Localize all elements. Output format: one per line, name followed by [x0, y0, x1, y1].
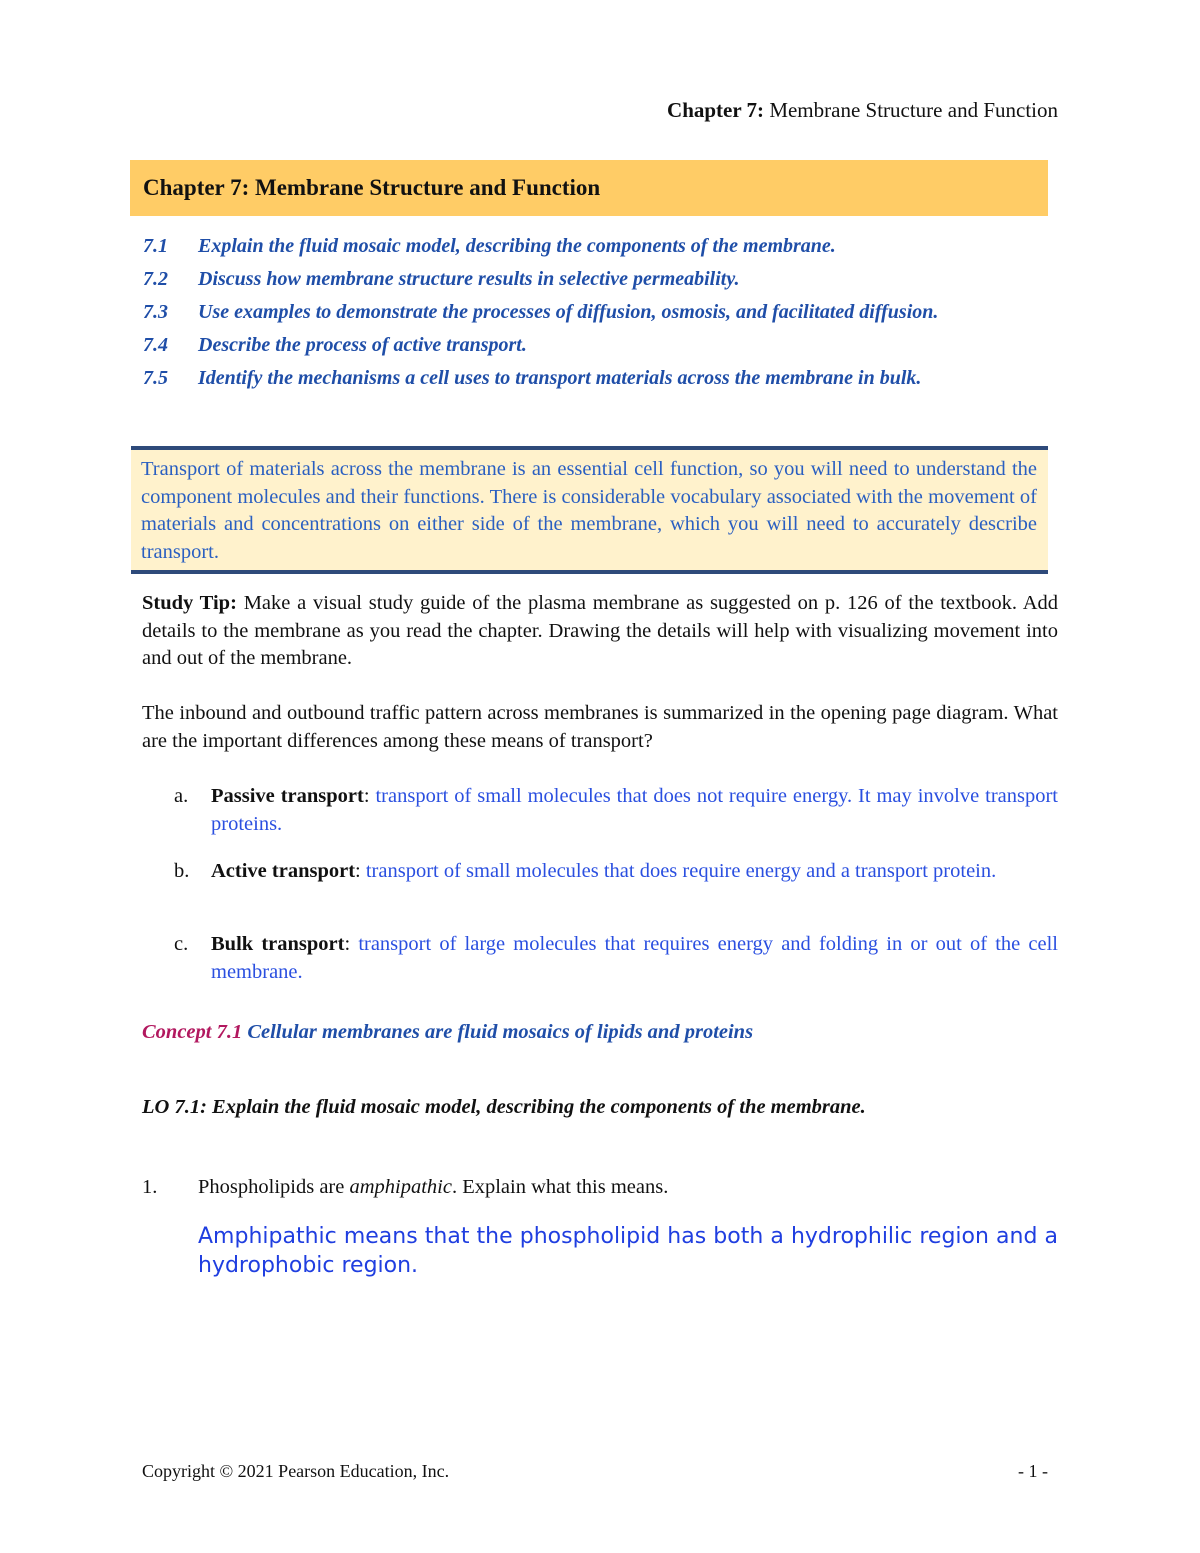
objective-text: Discuss how membrane structure results in selective permeability.: [198, 268, 740, 290]
objective-number: 7.4: [143, 334, 168, 356]
list-marker: a.: [174, 785, 189, 807]
objective-number: 7.2: [143, 268, 168, 290]
chapter-title-bar: [130, 160, 1048, 216]
traffic-paragraph: The inbound and outbound traffic pattern across membranes is summarized in the opening page diagram. What are the important differences among these means of transport?: [142, 702, 1058, 752]
learning-objectives: [143, 232, 1059, 397]
list-body: Active transport: transport of small molecules that does require energy and a transport protein.: [211, 860, 997, 882]
list-body: Passive transport: transport of small molecules that does not require energy. It may involve transport proteins.: [211, 785, 1058, 835]
transport-term: Passive transport: [211, 785, 364, 807]
transport-list-item: [174, 783, 1058, 838]
footer-copyright: Copyright © 2021 Pearson Education, Inc.: [142, 1461, 450, 1481]
question-text: [198, 1176, 668, 1199]
transport-term: Bulk transport: [211, 933, 345, 955]
concept-number: Concept 7.1: [142, 1021, 243, 1043]
transport-answer: transport of small molecules that does require energy and a transport protein.: [365, 860, 997, 882]
objective-text: Use examples to demonstrate the processes of diffusion, osmosis, and facilitated diffusion.: [198, 301, 939, 323]
intro-callout-text: Transport of materials across the membrane is an essential cell function, so you will need to understand the component molecules and their functions. There is considerable vocabulary associated with the movement of materials and concentrations on either side of the membrane, which you will need to accurately describe transport.: [141, 458, 1037, 563]
chapter-title: Chapter 7: Membrane Structure and Function: [143, 175, 601, 200]
objective-text: Describe the process of active transport.: [198, 334, 527, 356]
list-marker: c.: [174, 933, 189, 955]
running-header-title: Membrane Structure and Function: [764, 98, 1058, 122]
question-text-pre: Phospholipids are: [198, 1176, 350, 1198]
intro-callout-box: [131, 446, 1048, 574]
list-body: Bulk transport: transport of large molecules that requires energy and folding in or out of the cell membrane.: [211, 933, 1058, 983]
objective-number: 7.1: [143, 235, 168, 257]
list-marker: b.: [174, 860, 190, 882]
objective-number: 7.3: [143, 301, 168, 323]
concept-text: Cellular membranes are fluid mosaics of lipids and proteins: [242, 1021, 754, 1043]
objective-item: [143, 265, 1059, 293]
question-term: amphipathic: [349, 1176, 452, 1198]
running-header-chapter: Chapter 7:: [667, 98, 765, 122]
objective-item: [143, 298, 1059, 326]
transport-answer: transport of large molecules that requires energy and folding in or out of the cell membrane.: [211, 933, 1058, 983]
question-1: [142, 1176, 668, 1199]
running-header: [667, 98, 1058, 123]
study-tip-text: Make a visual study guide of the plasma membrane as suggested on p. 126 of the textbook. Add details to the membrane as you read the chapter. Drawing the details will help with visualizing movement into and out of the membrane.: [142, 592, 1059, 669]
objective-item: [143, 364, 1059, 392]
objective-text: Identify the mechanisms a cell uses to transport materials across the membrane in bulk.: [198, 367, 922, 389]
objective-number: 7.5: [143, 367, 168, 389]
transport-term: Active transport: [211, 860, 356, 882]
transport-list-item: [174, 931, 1058, 986]
footer-page-number: - 1 -: [1018, 1461, 1048, 1481]
objective-item: [143, 331, 1059, 359]
question-1-answer: Amphipathic means that the phospholipid has both a hydrophilic region and a hydrophobic region.: [198, 1224, 1058, 1278]
transport-list-item: [174, 858, 1058, 886]
objective-text: Explain the fluid mosaic model, describing the components of the membrane.: [198, 235, 836, 257]
concept-heading: [142, 1021, 753, 1044]
transport-answer: transport of small molecules that does not require energy. It may involve transport proteins.: [211, 785, 1058, 835]
study-tip-paragraph: [142, 590, 1058, 673]
objective-item: [143, 232, 1059, 260]
question-text-post: . Explain what this means.: [451, 1176, 669, 1198]
learning-objective-heading: LO 7.1: Explain the fluid mosaic model, describing the components of the membrane.: [142, 1096, 866, 1118]
question-number: 1.: [142, 1176, 158, 1198]
study-tip-label: Study Tip:: [142, 592, 237, 614]
